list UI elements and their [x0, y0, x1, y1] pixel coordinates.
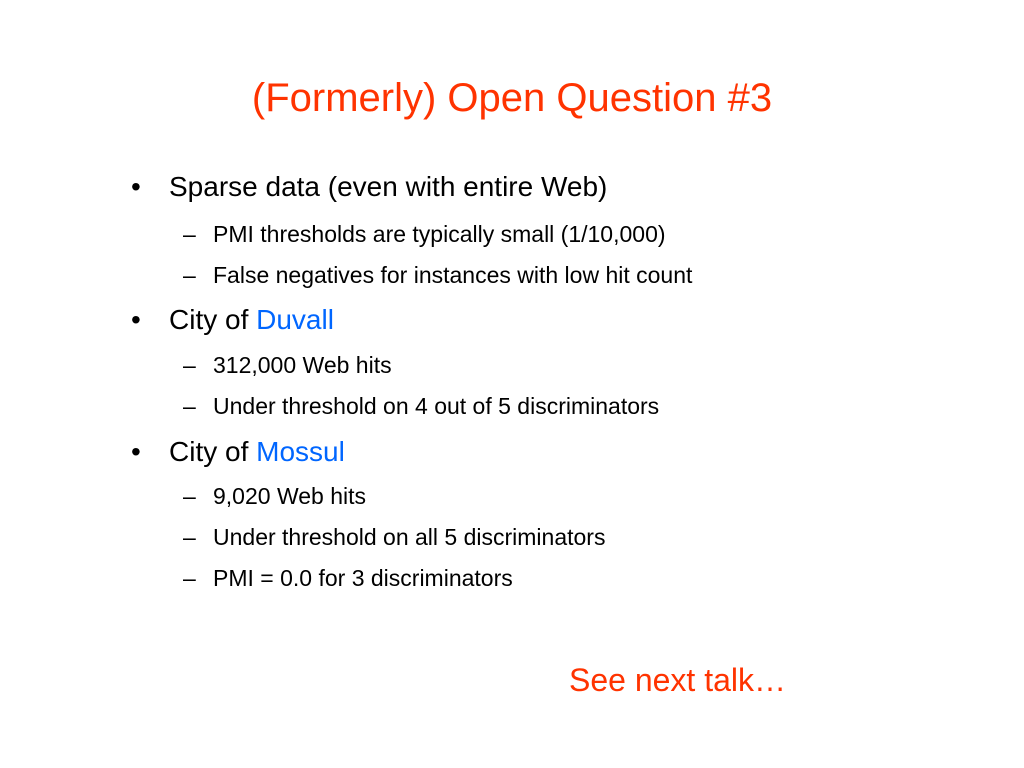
- bullet-marker: •: [131, 436, 141, 467]
- sub-bullet-marker: –: [183, 565, 196, 591]
- bullet-marker: •: [131, 304, 141, 335]
- sub-bullet-marker: –: [183, 221, 196, 247]
- sub-bullet-marker: –: [183, 352, 196, 378]
- sub-bullet-text: PMI thresholds are typically small (1/10,000): [213, 221, 666, 247]
- sub-bullet-item: [183, 351, 392, 379]
- sub-bullet-marker: –: [183, 262, 196, 288]
- sub-bullet-marker: –: [183, 483, 196, 509]
- sub-bullet-text: 9,020 Web hits: [213, 483, 367, 509]
- bullet-item: [131, 303, 334, 337]
- closing-note: See next talk…: [569, 662, 786, 698]
- sub-bullet-item: [183, 523, 606, 551]
- sub-bullet-item: [183, 261, 693, 289]
- sub-bullet-text: Under threshold on 4 out of 5 discriminators: [213, 393, 660, 419]
- bullet-item: [131, 435, 345, 469]
- bullet-text: City of: [169, 436, 257, 467]
- sub-bullet-marker: –: [183, 393, 196, 419]
- bullet-highlight: Mossul: [256, 436, 345, 467]
- sub-bullet-item: [183, 392, 660, 420]
- sub-bullet-text: False negatives for instances with low hit count: [213, 262, 693, 288]
- sub-bullet-text: 312,000 Web hits: [213, 352, 392, 378]
- bullet-marker: •: [131, 171, 141, 202]
- sub-bullet-item: [183, 564, 513, 592]
- sub-bullet-text: PMI = 0.0 for 3 discriminators: [213, 565, 513, 591]
- bullet-item: [131, 170, 608, 204]
- bullet-text: Sparse data (even with entire Web): [169, 171, 608, 202]
- slide-title: (Formerly) Open Question #3: [251, 76, 773, 120]
- sub-bullet-item: [183, 220, 666, 248]
- sub-bullet-item: [183, 482, 367, 510]
- sub-bullet-marker: –: [183, 524, 196, 550]
- sub-bullet-text: Under threshold on all 5 discriminators: [213, 524, 606, 550]
- bullet-text: City of: [169, 304, 257, 335]
- bullet-highlight: Duvall: [256, 304, 334, 335]
